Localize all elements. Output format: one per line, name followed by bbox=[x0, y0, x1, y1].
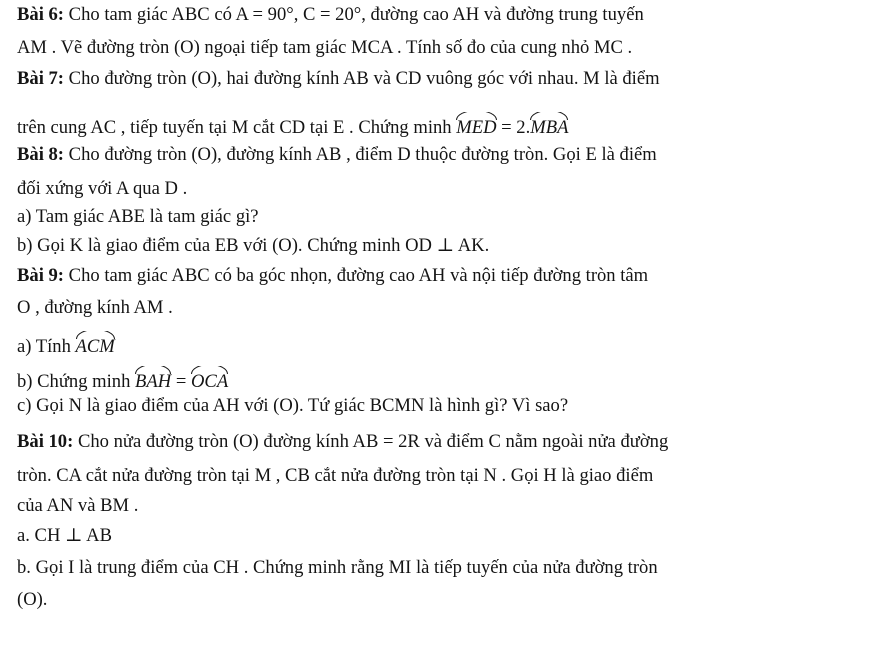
math-text: = 2. bbox=[496, 117, 531, 138]
text-line bbox=[17, 366, 862, 394]
arc-angle: MBA bbox=[530, 112, 568, 140]
text-line bbox=[17, 3, 862, 27]
line-text: Cho nửa đường tròn (O) đường kính AB = 2R và điểm C nằm ngoài nửa đường bbox=[77, 431, 669, 452]
line-text: c) Gọi N là giao điểm của AH với (O). Tứ giác BCMN là hình gì? Vì sao? bbox=[17, 395, 569, 416]
text-line bbox=[17, 205, 862, 229]
line-text: Cho đường tròn (O), đường kính AB , điểm D thuộc đường tròn. Gọi E là điểm bbox=[68, 144, 657, 165]
text-line bbox=[17, 296, 862, 320]
line-text: O , đường kính AM . bbox=[17, 297, 173, 318]
line-text: b) Gọi K là giao điểm của EB với (O). Chứng minh OD ⊥ AK. bbox=[17, 235, 490, 256]
text-line bbox=[17, 430, 862, 454]
line-text: của AN và BM . bbox=[17, 495, 139, 516]
line-text: a) Tính bbox=[17, 336, 71, 357]
arc-angle: MED bbox=[456, 112, 496, 140]
text-line bbox=[17, 331, 862, 359]
line-text: Cho tam giác ABC có ba góc nhọn, đường cao AH và nội tiếp đường tròn tâm bbox=[68, 265, 649, 286]
text-line bbox=[17, 394, 862, 418]
problem-label: Bài 6: bbox=[17, 4, 65, 25]
text-line bbox=[17, 264, 862, 288]
line-text: (O). bbox=[17, 589, 48, 610]
text-line bbox=[17, 67, 862, 91]
text-line bbox=[17, 524, 862, 548]
problem-label: Bài 7: bbox=[17, 68, 65, 89]
text-line bbox=[17, 234, 862, 258]
problem-label: Bài 9: bbox=[17, 265, 65, 286]
line-text: trên cung AC , tiếp tuyến tại M cắt CD tại E . Chứng minh bbox=[17, 117, 452, 138]
text-line bbox=[17, 143, 862, 167]
math-text: = bbox=[171, 371, 191, 392]
problem-label: Bài 8: bbox=[17, 144, 65, 165]
line-text: Cho đường tròn (O), hai đường kính AB và CD vuông góc với nhau. M là điểm bbox=[68, 68, 660, 89]
arc-angle: ACM bbox=[76, 331, 115, 359]
line-text: b. Gọi I là trung điểm của CH . Chứng minh rằng MI là tiếp tuyến của nửa đường tròn bbox=[17, 557, 658, 578]
text-line bbox=[17, 588, 862, 612]
problem-label: Bài 10: bbox=[17, 431, 74, 452]
text-line bbox=[17, 112, 862, 140]
arc-angle: BAH bbox=[135, 366, 171, 394]
line-text: a) Tam giác ABE là tam giác gì? bbox=[17, 206, 259, 227]
text-line bbox=[17, 556, 862, 580]
line-text: b) Chứng minh bbox=[17, 371, 131, 392]
arc-angle: OCA bbox=[191, 366, 228, 394]
text-line bbox=[17, 494, 862, 518]
text-line bbox=[17, 36, 862, 60]
text-line bbox=[17, 177, 862, 201]
line-text: a. CH ⊥ AB bbox=[17, 525, 112, 546]
text-line bbox=[17, 464, 862, 488]
line-text: đối xứng với A qua D . bbox=[17, 178, 188, 199]
line-text: tròn. CA cắt nửa đường tròn tại M , CB cắt nửa đường tròn tại N . Gọi H là giao điểm bbox=[17, 465, 654, 486]
line-text: AM . Vẽ đường tròn (O) ngoại tiếp tam giác MCA . Tính số đo của cung nhỏ MC . bbox=[17, 37, 633, 58]
line-text: Cho tam giác ABC có A = 90°, C = 20°, đường cao AH và đường trung tuyến bbox=[68, 4, 644, 25]
